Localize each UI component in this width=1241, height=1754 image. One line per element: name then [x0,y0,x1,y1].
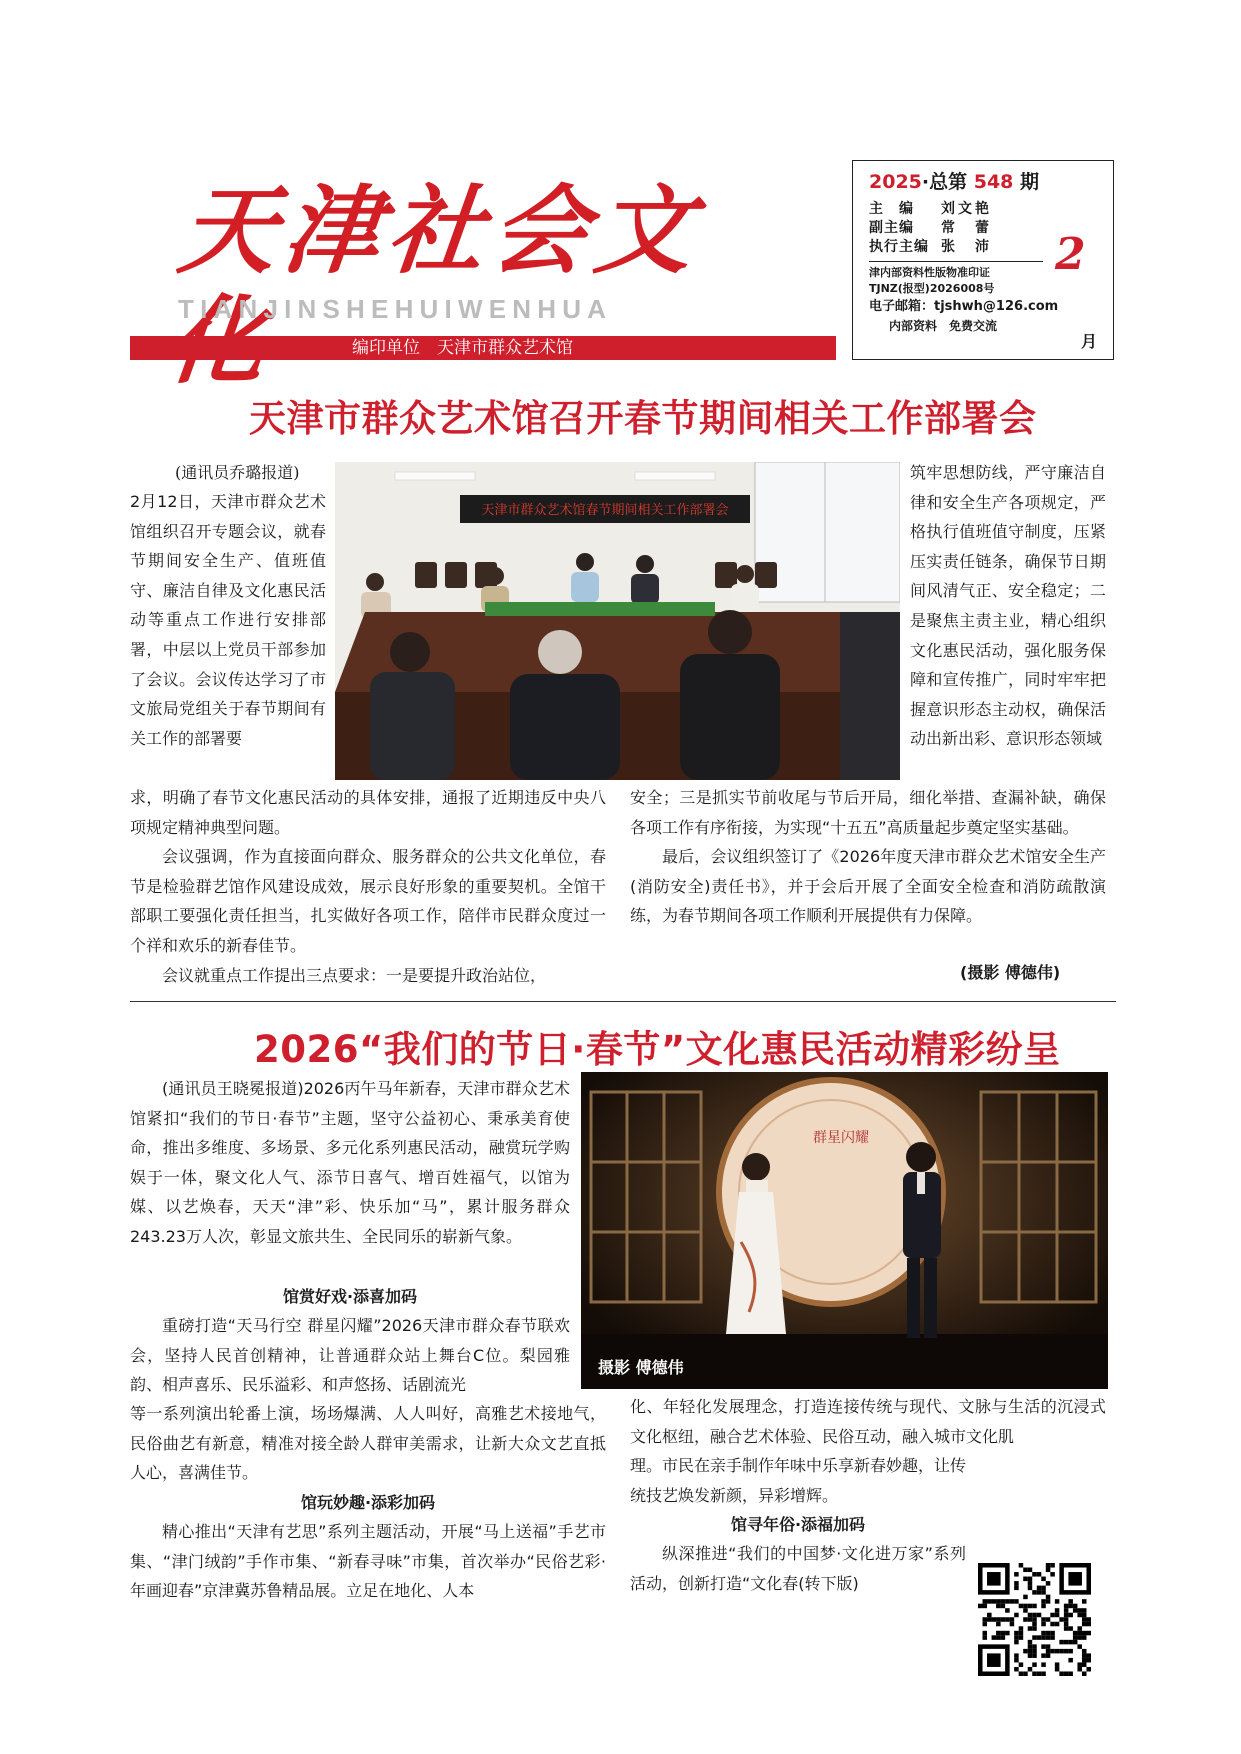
article1-byline: (通讯员乔璐报道) [175,463,300,482]
article1-para-1-end: 求，明确了春节文化惠民活动的具体安排，通报了近期违反中央八项规定精神典型问题。 [130,788,606,837]
article2-section1-continued: 等一系列演出轮番上演，场场爆满、人人叫好，高雅艺术接地气，民俗曲艺有新意，精准对接全龄人群审美需求，让新大众文艺直抵人心，喜满佳节。 [130,1404,606,1483]
article2-right-wide: 化、年轻化发展理念，打造连接传统与现代、文脉与生活的沉浸式文化枢纽，融合艺术体验、民俗互动，融入城市文化肌 [630,1397,1106,1446]
article1-headline: 天津市群众艺术馆召开春节期间相关工作部署会 [249,397,1037,440]
gala-photo-credit: 摄影 傅德伟 [598,1358,684,1377]
article1-para-4: 最后，会议组织签订了《2026年度天津市群众艺术馆安全生产(消防安全)责任书》，并于会后开展了全面安全检查和消防疏散演练，为春节期间各项工作顺利开展提供有力保障。 [630,847,1106,926]
free-distribution: 内部资料 免费交流 [889,319,998,333]
issue-info-box [852,160,1114,360]
article1-photo-credit: (摄影 傅德伟) [960,963,1061,982]
article2-subhead-3: 馆寻年俗·添福加码 [730,1515,866,1534]
qr-code[interactable] [978,1563,1091,1676]
article1-left-column: 2月12日，天津市群众艺术馆组织召开专题会议，就春节期间安全生产、值班值守、廉洁自律及文化惠民活动等重点工作进行安排部署，中层以上党员干部参加了会议。会议传达学习了市文旅局党组关于春节期间有关工作的部署要 [130,492,326,748]
staff-role: 副主编 [869,220,914,236]
article2-intro: (通讯员王晓冕报道)2026丙午马年新春，天津市群众艺术馆紧扣“我们的节日·春节”主题，坚守公益初心、秉承美育使命，推出多维度、多场景、多元化系列惠民活动，融赏玩学购娱于一体，聚文化人气、添节日喜气、增百姓福气，以馆为媒、以艺焕春，天天“津”彩、快乐加“马”，累计服务群众243.23万人次，彰显文旅共生、全民同乐的崭新气象。 [130,1079,570,1246]
meeting-banner-text: 天津市群众艺术馆春节期间相关工作部署会 [481,503,729,518]
publisher-bar: 编印单位 天津市群众艺术馆 [130,336,836,360]
issue-mid: ·总第 [921,171,968,193]
article1-right-column: 筑牢思想防线，严守廉洁自律和安全生产各项规定，严格执行值班值守制度，压紧压实责任链条，确保节日期间风清气正、安全稳定；二是聚焦主责主业，精心组织文化惠民活动，强化服务保障和宣传推广，同时牢牢把握意识形态主动权，确保活动出新出彩、意识形态领域 [910,463,1106,749]
article2-section1-text: 重磅打造“天马行空 群星闪耀”2026天津市群众春节联欢会，坚持人民首创精神，让普通群众站上舞台C位。梨园雅韵、相声喜乐、民乐溢彩、和声悠扬、话剧流光 [130,1316,570,1395]
article2-section2-text: 精心推出“天津有艺思”系列主题活动，开展“马上送福”手艺市集、“津门绒韵”手作市集、“新春寻味”市集，首次举办“民俗艺彩·年画迎春”京津冀苏鲁精品展。立足在地化、人本 [130,1522,606,1601]
article1-para-3: 会议就重点工作提出三点要求：一是要提升政治站位， [162,965,547,985]
issue-number [869,167,1103,194]
month-number: 2 [1055,229,1086,280]
article2-section3-text: 纵深推进“我们的中国梦·文化进万家”系列活动，创新打造“文化春(转下版) [630,1544,966,1593]
staff-name: 张 沛 [941,239,992,255]
staff-row [869,200,1103,219]
gala-photo-illustration [581,1072,1108,1389]
meeting-photo-illustration [335,462,900,780]
staff-role: 主 编 [869,201,914,217]
article2-subhead-2: 馆玩妙趣·添彩加码 [300,1493,436,1512]
article1-right-para-end: 安全；三是抓实节前收尾与节后开局，细化举措、查漏补缺，确保各项工作有序衔接，为实现“十五五”高质量起步奠定坚实基础。 [630,788,1106,837]
stage-banner-text: 群星闪耀 [813,1130,869,1146]
gala-photo [581,1072,1108,1389]
issue-year: 2025 [869,171,922,193]
masthead-title: 天津社会文化 [174,174,706,287]
license-code: TJNZ(报型)2026008号 [869,282,995,295]
section-divider [130,1001,1116,1002]
issue-no: 548 [973,171,1014,193]
email-text: 电子邮箱：tjshwh@126.com [869,299,1059,314]
article2-headline: 2026“我们的节日·春节”文化惠民活动精彩纷呈 [254,1028,1061,1071]
info-divider [869,261,1043,262]
qr-code-image [978,1563,1091,1676]
staff-name: 刘文艳 [941,201,992,217]
license-text: 津内部资料性版物准印证 [869,266,990,279]
meeting-photo [335,462,900,780]
article1-left-wide [130,783,606,990]
article2-subhead-1: 馆赏好戏·添喜加码 [282,1287,418,1306]
staff-role: 执行主编 [869,239,929,255]
issue-end: 期 [1020,171,1040,193]
staff-name: 常 蕾 [941,220,992,236]
masthead-pinyin: TIANJINSHEHUIWENHUA [178,294,613,324]
article1-para-2: 会议强调，作为直接面向群众、服务群众的公共文化单位，春节是检验群艺馆作风建设成效，展示良好形象的重要契机。全馆干部职工要强化责任担当，扎实做好各项工作，陪伴市民群众度过一个祥和欢乐的新春佳节。 [130,847,606,955]
month-label: 月 [1081,332,1098,351]
article1-right-wide [630,783,1106,931]
article2-right-narrow: 理。市民在亲手制作年味中乐享新春妙趣，让传统技艺焕发新颜，异彩增辉。 [630,1456,967,1505]
